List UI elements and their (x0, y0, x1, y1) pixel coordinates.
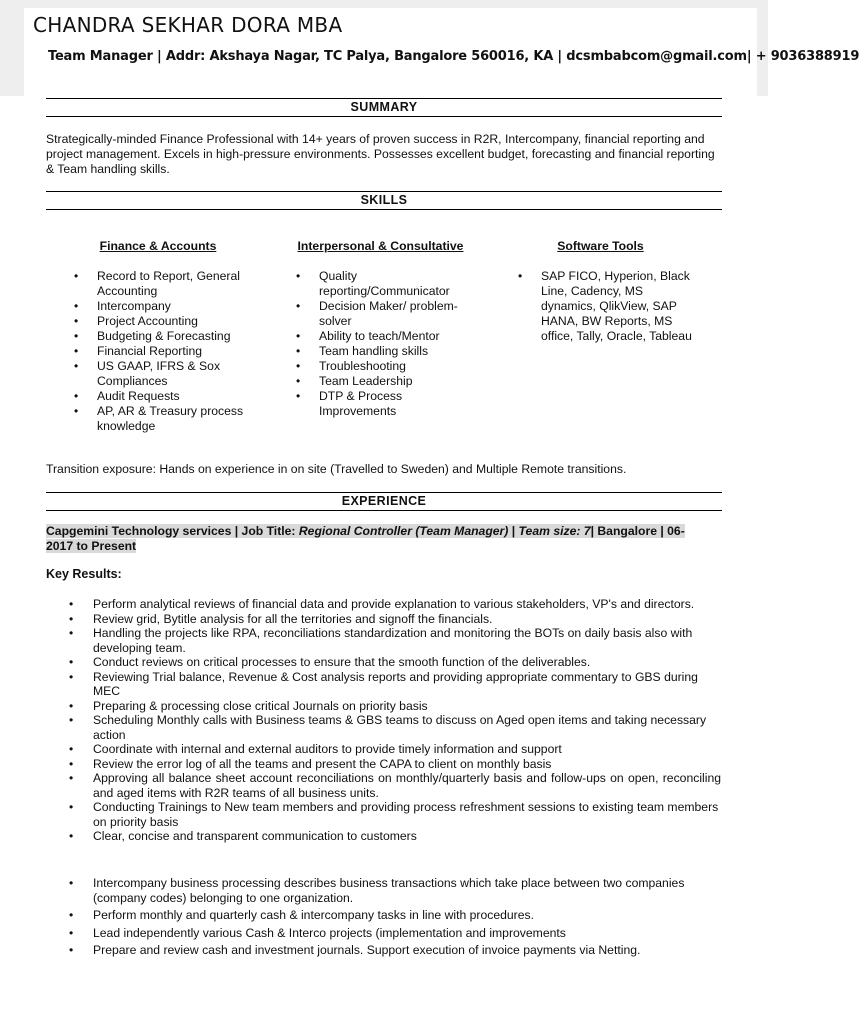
list-item: • Lead independently various Cash & Interco projects (implementation and improvements (69, 926, 721, 941)
summary-heading: SUMMARY (46, 98, 722, 117)
list-item: • Preparing & processing close critical Journals on priority basis (69, 699, 721, 714)
skill-item: • Audit Requests (74, 389, 264, 404)
skill-item: • Record to Report, General Accounting (74, 269, 264, 299)
list-item: • Prepare and review cash and investment journals. Support execution of invoice payments via Netting. (69, 943, 721, 958)
role-job-title: Regional Controller (Team Manager) (298, 524, 509, 538)
role-separator: | (508, 524, 519, 538)
experience-heading: EXPERIENCE (46, 492, 722, 511)
summary-text: Strategically-minded Finance Professional with 14+ years of proven success in R2R, Intercompany, financial reporting and project management. Excels in high-pressure environments. Possesses excellent budget, forecasting and financial reporting & Team handling skills. (46, 132, 715, 176)
list-item: • Scheduling Monthly calls with Business teams & GBS teams to discuss on Aged open items and taking necessary action (69, 713, 721, 742)
skill-item: • Intercompany (74, 299, 264, 314)
list-item: • Conduct reviews on critical processes to ensure that the smooth function of the deliverables. (69, 655, 721, 670)
skill-item: • Decision Maker/ problem-solver (296, 299, 471, 329)
skill-item: • Troubleshooting (296, 359, 471, 374)
role-location-dates: | Bangalore | 06-2017 to Present (46, 524, 685, 553)
skills-column-software (518, 239, 708, 344)
key-results-label: Key Results: (46, 567, 122, 581)
list-item: • Clear, concise and transparent communication to customers (69, 829, 721, 844)
skill-item: • Team Leadership (296, 374, 471, 389)
list-item: • Handling the projects like RPA, reconciliations standardization and monitoring the BOTs on daily basis also with developing team. (69, 626, 721, 655)
skill-item: • DTP & Process Improvements (296, 389, 471, 419)
skills-heading: SKILLS (46, 191, 722, 210)
key-results-list (69, 597, 721, 844)
skills-column-interpersonal (296, 239, 471, 419)
skill-item: • AP, AR & Treasury process knowledge (74, 404, 264, 434)
list-item: • Perform monthly and quarterly cash & intercompany tasks in line with procedures. (69, 908, 721, 923)
skill-item: • Ability to teach/Mentor (296, 329, 471, 344)
skill-item: • Project Accounting (74, 314, 264, 329)
list-item: • Review grid, Bytitle analysis for all the territories and signoff the financials. (69, 612, 721, 627)
intercompany-list (69, 876, 721, 958)
list-item: • Review the error log of all the teams and present the CAPA to client on monthly basis (69, 757, 721, 772)
role-company: Capgemini Technology services | Job Title: (46, 524, 299, 538)
skills-column-heading: Software Tools (557, 239, 644, 253)
skills-column-heading: Interpersonal & Consultative (297, 239, 464, 253)
skill-item: • Financial Reporting (74, 344, 264, 359)
contact-line: Team Manager | Addr: Akshaya Nagar, TC Palya, Bangalore 560016, KA | dcsmbabcom@gmail.com| + 9036388919 (48, 49, 859, 64)
list-item: • Approving all balance sheet account reconciliations on monthly/quarterly basis and follow-ups on open, reconciling and aged items with R2R teams of all business units. (69, 771, 721, 800)
list-item: • Perform analytical reviews of financial data and provide explanation to various stakeholders, VP's and directors. (69, 597, 721, 612)
transition-text: Transition exposure: Hands on experience in on site (Travelled to Sweden) and Multiple Remote transitions. (46, 462, 627, 476)
skills-column-finance (74, 239, 264, 434)
role-team-size: Team size: 7 (518, 524, 591, 538)
role-heading (46, 524, 710, 554)
candidate-name: CHANDRA SEKHAR DORA MBA (33, 13, 343, 37)
list-item: • Reviewing Trial balance, Revenue & Cost analysis reports and providing appropriate commentary to GBS during MEC (69, 670, 721, 699)
skills-column-heading: Finance & Accounts (99, 239, 217, 253)
skill-item: • SAP FICO, Hyperion, Black Line, Cadency, MS dynamics, QlikView, SAP HANA, BW Reports, MS office, Tally, Oracle, Tableau (518, 269, 698, 344)
list-item: • Intercompany business processing describes business transactions which take place between two companies (company codes) belonging to one organization. (69, 876, 721, 905)
list-item: • Conducting Trainings to New team members and providing process refreshment sessions to existing team members on priority basis (69, 800, 721, 829)
skill-item: • US GAAP, IFRS & Sox Compliances (74, 359, 264, 389)
skill-item: • Team handling skills (296, 344, 471, 359)
skill-item: • Budgeting & Forecasting (74, 329, 264, 344)
skill-item: • Quality reporting/Communicator (296, 269, 471, 299)
list-item: • Coordinate with internal and external auditors to provide timely information and support (69, 742, 721, 757)
